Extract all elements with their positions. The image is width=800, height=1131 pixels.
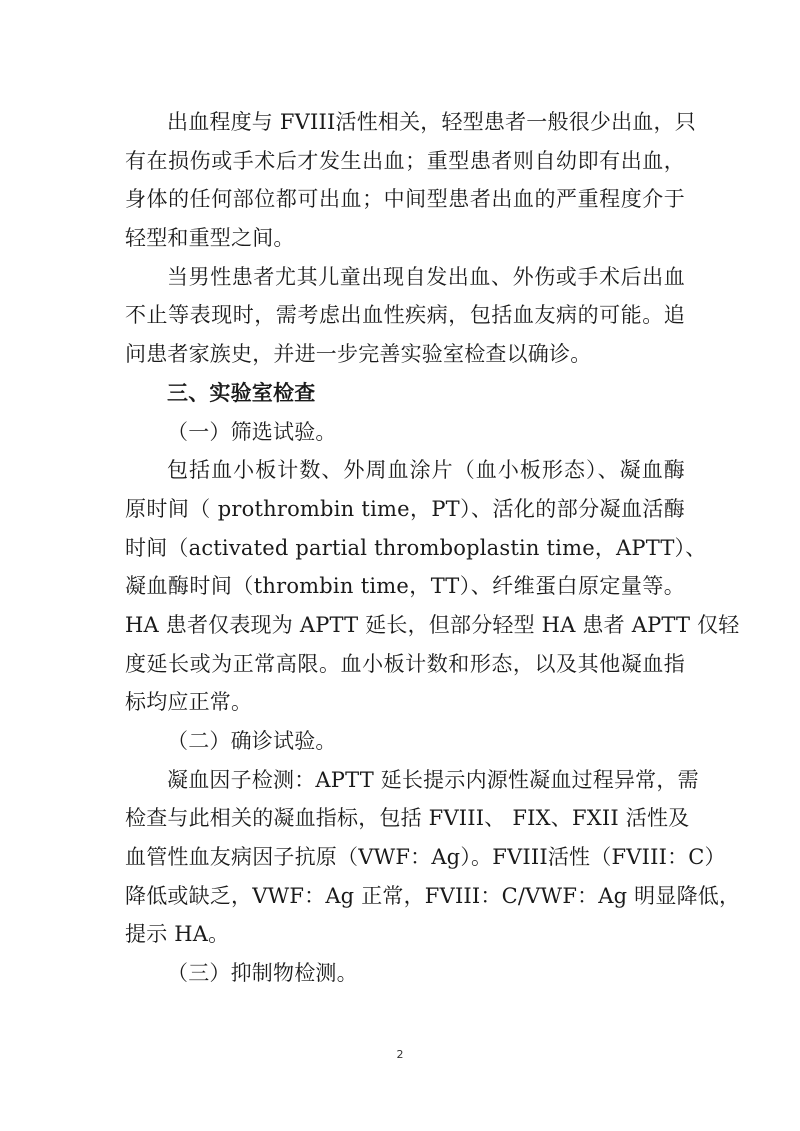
- paragraph-3-line-2: 原时间（ prothrombin time，PT）、活化的部分凝血活酶: [125, 496, 685, 521]
- page-number: 2: [396, 1048, 404, 1061]
- subheading-inhibitor-tests: （三）抑制物检测。: [167, 961, 358, 986]
- paragraph-2-line-1: 当男性患者尤其儿童出现自发出血、外伤或手术后出血: [167, 264, 685, 289]
- paragraph-1-line-2: 有在损伤或手术后才发生出血；重型患者则自幼即有出血，: [125, 148, 685, 173]
- subheading-confirmatory-tests: （二）确诊试验。: [167, 729, 337, 753]
- paragraph-4-line-2: 检查与此相关的凝血指标，包括 FVIII、 FIX、FXII 活性及: [125, 806, 690, 831]
- paragraph-2-line-3: 问患者家族史，并进一步完善实验室检查以确诊。: [125, 342, 592, 367]
- paragraph-1-line-4: 轻型和重型之间。: [125, 226, 295, 251]
- paragraph-4-line-3: 血管性血友病因子抗原（VWF：Ag）。FVIII活性（FVIII：C）: [125, 845, 726, 870]
- subheading-screening-tests: （一）筛选试验。: [167, 419, 337, 444]
- body-text: [125, 103, 741, 993]
- paragraph-2-line-2: 不止等表现时，需考虑出血性疾病，包括血友病的可能。追: [125, 303, 685, 328]
- paragraph-1-line-1: 出血程度与 FVIII活性相关，轻型患者一般很少出血，只: [167, 110, 696, 134]
- paragraph-4-line-1: 凝血因子检测：APTT 延长提示内源性凝血过程异常，需: [167, 767, 699, 792]
- paragraph-3-line-6: 度延长或为正常高限。血小板计数和形态，以及其他凝血指: [125, 651, 685, 676]
- paragraph-3-line-1: 包括血小板计数、外周血涂片（血小板形态）、凝血酶: [167, 458, 685, 483]
- paragraph-3-line-4: 凝血酶时间（thrombin time，TT）、纤维蛋白原定量等。: [125, 574, 685, 599]
- paragraph-4-line-5: 提示 HA。: [125, 922, 230, 947]
- paragraph-4-line-4: 降低或缺乏，VWF：Ag 正常，FVIII：C/VWF：Ag 明显降低，: [125, 883, 741, 908]
- paragraph-1-line-3: 身体的任何部位都可出血；中间型患者出血的严重程度介于: [125, 187, 685, 212]
- paragraph-3-line-3: 时间（activated partial thromboplastin time，APTT）、: [125, 535, 707, 560]
- paragraph-3-line-5: HA 患者仅表现为 APTT 延长，但部分轻型 HA 患者 APTT 仅轻: [125, 612, 740, 637]
- section-heading-lab-tests: 三、实验室检查: [167, 380, 316, 405]
- paragraph-3-line-7: 标均应正常。: [125, 690, 253, 715]
